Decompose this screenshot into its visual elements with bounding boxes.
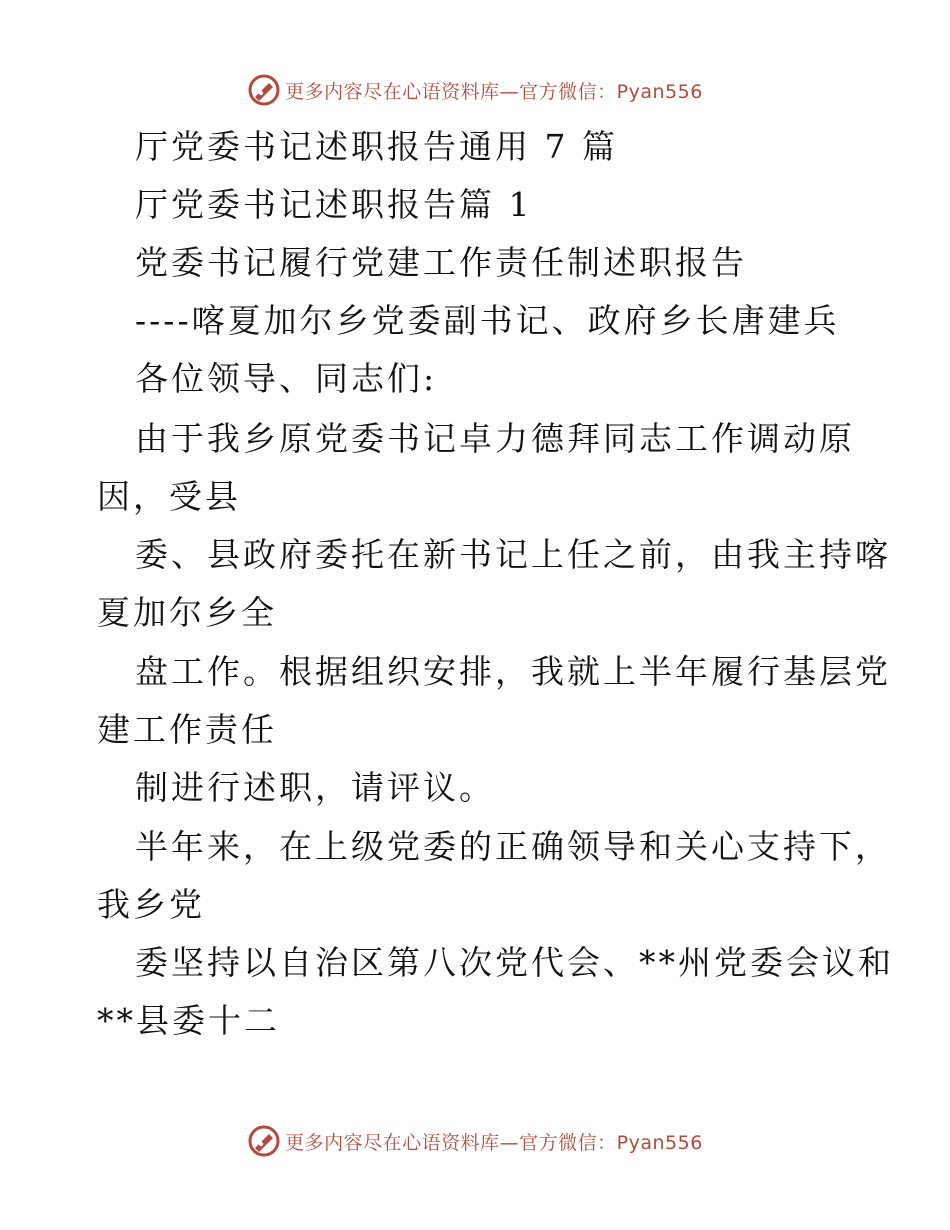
paragraph-line: 因，受县 <box>97 477 241 516</box>
header-banner <box>0 70 950 110</box>
paragraph-line: 委坚持以自治区第八次党代会、**州党委会议和 <box>135 943 894 982</box>
paragraph-line: 委、县政府委托在新书记上任之前，由我主持喀 <box>135 535 891 574</box>
paragraph-line: 夏加尔乡全 <box>97 593 277 632</box>
report-title: 党委书记履行党建工作责任制述职报告 <box>135 243 747 282</box>
paragraph-line: 盘工作。根据组织安排，我就上半年履行基层党 <box>135 652 891 691</box>
pen-logo-icon <box>247 1124 281 1158</box>
salutation: 各位领导、同志们: <box>135 359 438 398</box>
paragraph-line: 由于我乡原党委书记卓力德拜同志工作调动原 <box>135 419 855 458</box>
footer-banner <box>0 1121 950 1161</box>
pen-logo-icon <box>247 73 281 107</box>
paragraph-line: 我乡党 <box>97 885 205 924</box>
paragraph-line: 制进行述职，请评议。 <box>135 768 495 807</box>
section-heading: 厅党委书记述职报告篇 1 <box>135 185 533 224</box>
footer-banner-text: 更多内容尽在心语资料库—官方微信：Pyan556 <box>285 1131 703 1154</box>
document-title: 厅党委书记述职报告通用 7 篇 <box>135 127 618 166</box>
paragraph-line: 半年来，在上级党委的正确领导和关心支持下， <box>135 827 891 866</box>
report-author: ----喀夏加尔乡党委副书记、政府乡长唐建兵 <box>135 301 840 340</box>
paragraph-line: 建工作责任 <box>97 710 277 749</box>
header-banner-text: 更多内容尽在心语资料库—官方微信：Pyan556 <box>285 80 703 103</box>
paragraph-line: **县委十二 <box>97 1001 280 1040</box>
